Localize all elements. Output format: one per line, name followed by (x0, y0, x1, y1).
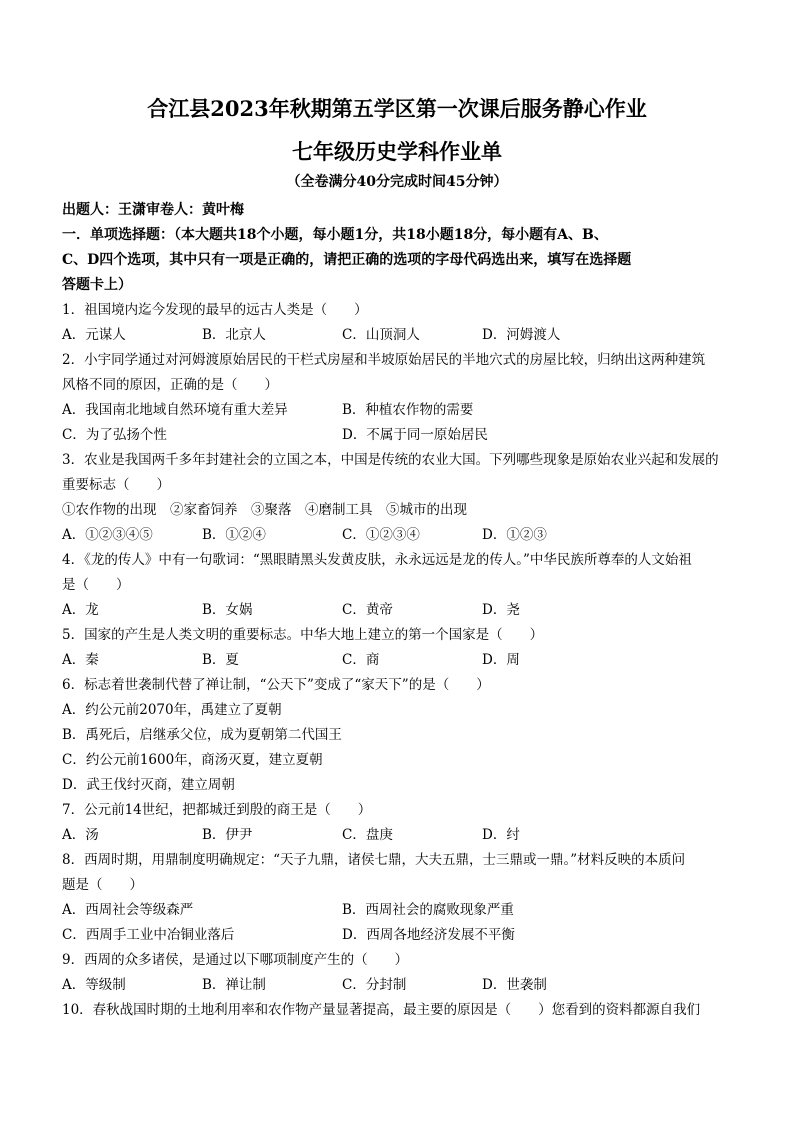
option-d: D．不属于同一原始居民 (342, 427, 488, 443)
author-line: 出题人：王潇审卷人：黄叶梅 (62, 202, 244, 218)
question-stem: 重要标志（ ） (62, 477, 170, 493)
question-stem: 8．西周时期，用鼎制度明确规定：“天子九鼎，诸侯七鼎，大夫五鼎，士三鼎或一鼎。”材料反映的本质问 (62, 852, 686, 868)
option-b: B．禹死后，启继承父位，成为夏朝第二代国王 (62, 727, 342, 743)
question-stem: 6．标志着世袭制代替了禅让制，“公天下”变成了“家天下”的是（ ） (62, 677, 490, 693)
question-stem: 9．西周的众多诸侯，是通过以下哪项制度产生的（ ） (62, 952, 409, 968)
option-c: C．山顶洞人 (342, 327, 420, 343)
option-d: D．河姆渡人 (482, 327, 561, 343)
option-c: C．分封制 (342, 977, 407, 993)
option-c: C．盘庚 (342, 827, 393, 843)
question-stem: 风格不同的原因，正确的是（ ） (62, 377, 278, 393)
option-c: C．黄帝 (342, 602, 393, 618)
option-row (62, 648, 742, 673)
option-c: C．商 (342, 652, 380, 668)
exam-note: （全卷满分40分完成时间45分钟） (286, 174, 508, 190)
option-row (62, 823, 742, 848)
question-stem: 题是（ ） (62, 877, 143, 893)
option-b: B．禅让制 (202, 977, 266, 993)
option-row (62, 323, 742, 348)
option-d: D．武王伐纣灭商，建立周朝 (62, 777, 235, 793)
option-d: D．西周各地经济发展不平衡 (342, 927, 515, 943)
section-heading-line: 答题卡上） (62, 277, 132, 293)
option-row (62, 423, 742, 448)
question-stem: 4．《龙的传人》中有一句歌词：“黑眼睛黑头发黄皮肤，永永远远是龙的传人。”中华民族所尊奉的人文始祖 (62, 552, 692, 568)
option-d: D．尧 (482, 602, 520, 618)
option-d: D．周 (482, 652, 520, 668)
section-heading-line: C、D四个选项，其中只有一项是正确的，请把正确的选项的字母代码选出来，填写在选择题 (62, 252, 632, 268)
option-b: B．夏 (202, 652, 239, 668)
option-row (62, 973, 742, 998)
question-items: ①农作物的出现 ②家畜饲养 ③聚落 ④磨制工具 ⑤城市的出现 (62, 502, 467, 518)
option-c: C．西周手工业中冶铜业落后 (62, 927, 235, 943)
question-stem: 5．国家的产生是人类文明的重要标志。中华大地上建立的第一个国家是（ ） (62, 627, 544, 643)
option-b: B．种植农作物的需要 (342, 402, 474, 418)
option-b: B．伊尹 (202, 827, 253, 843)
question-stem: 2．小宇同学通过对河姆渡原始居民的干栏式房屋和半坡原始居民的半地穴式的房屋比较，归纳出这两种建筑 (62, 352, 706, 368)
option-row (62, 923, 742, 948)
document-subtitle: 七年级历史学科作业单 (292, 139, 502, 164)
option-d: D．世袭制 (482, 977, 547, 993)
option-a: A．龙 (62, 602, 99, 618)
option-row (62, 398, 742, 423)
option-a: A．我国南北地域自然环境有重大差异 (62, 402, 288, 418)
option-a: A．等级制 (62, 977, 126, 993)
option-a: A．①②③④⑤ (62, 527, 153, 543)
option-b: B．西周社会的腐败现象严重 (342, 902, 514, 918)
question-stem: 1．祖国境内迄今发现的最早的远古人类是（ ） (62, 302, 368, 318)
option-a: A．约公元前2070年，禹建立了夏朝 (62, 702, 282, 718)
option-c: C．为了弘扬个性 (62, 427, 167, 443)
option-a: A．秦 (62, 652, 99, 668)
question-stem: 3．农业是我国两千多年封建社会的立国之本，中国是传统的农业大国。下列哪些现象是原始农业兴起和发展的 (62, 452, 719, 468)
question-stem: 是（ ） (62, 577, 130, 593)
document-title: 合江县2023年秋期第五学区第一次课后服务静心作业 (147, 96, 647, 121)
question-stem: 10．春秋战国时期的土地利用率和农作物产量显著提高，最主要的原因是（ ）您看到的资料都源自我们 (62, 1002, 701, 1018)
option-a: A．元谋人 (62, 327, 126, 343)
option-c: C．约公元前1600年，商汤灭夏，建立夏朝 (62, 752, 323, 768)
option-b: B．①②④ (202, 527, 266, 543)
option-a: A．汤 (62, 827, 99, 843)
question-stem: 7．公元前14世纪，把都城迁到殷的商王是（ ） (62, 802, 372, 818)
option-row (62, 898, 742, 923)
option-d: D．①②③ (482, 527, 547, 543)
option-a: A．西周社会等级森严 (62, 902, 194, 918)
option-b: B．北京人 (202, 327, 266, 343)
option-b: B．女娲 (202, 602, 253, 618)
option-c: C．①②③④ (342, 527, 420, 543)
section-heading-line: 一．单项选择题：（本大题共18个小题，每小题1分，共18小题18分，每小题有A、B、 (62, 227, 608, 243)
option-row (62, 598, 742, 623)
option-row (62, 523, 742, 548)
option-d: D．纣 (482, 827, 520, 843)
